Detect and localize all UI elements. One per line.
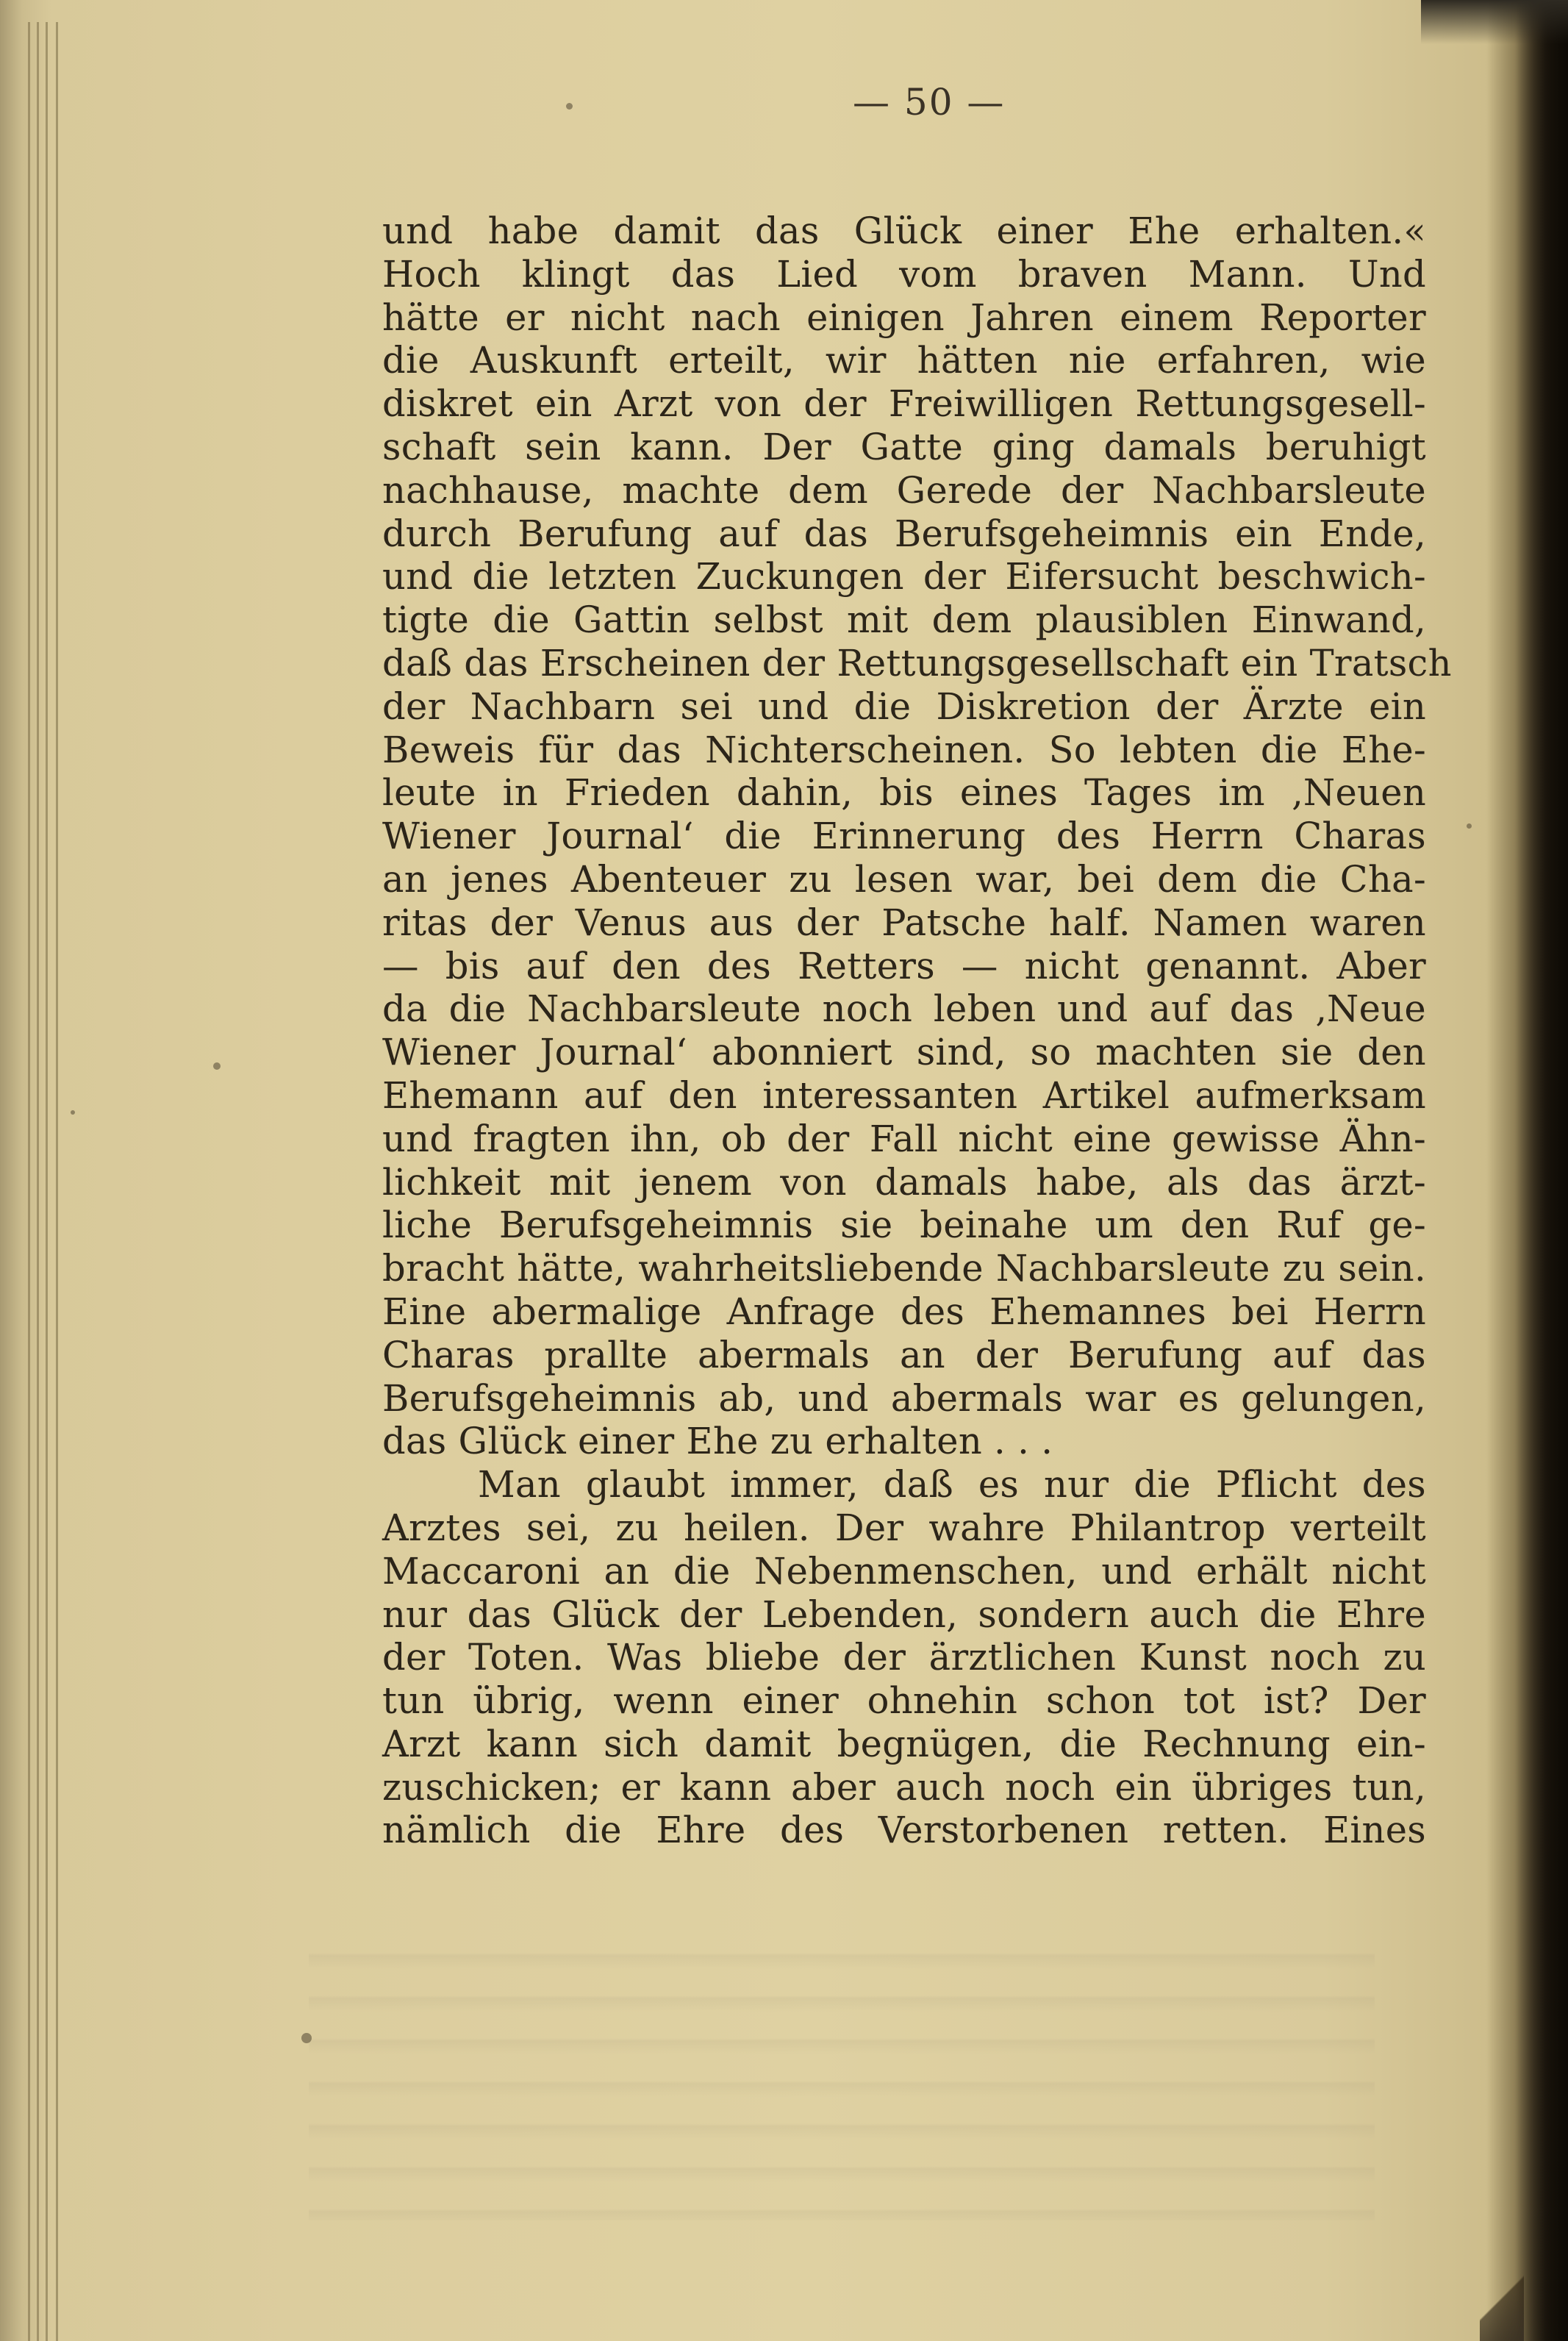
page-edge bbox=[37, 22, 39, 2341]
paper-speck bbox=[71, 1110, 75, 1115]
text-line: durch Berufung auf das Berufsgeheimnis ein Ende, bbox=[382, 512, 1426, 555]
text-line: liche Berufsgeheimnis sie beinahe um den Ruf ge- bbox=[382, 1204, 1426, 1247]
text-line: Arztes sei, zu heilen. Der wahre Philantrop verteilt bbox=[382, 1506, 1426, 1549]
text-line: Wiener Journal‘ die Erinnerung des Herrn Charas bbox=[382, 815, 1426, 858]
text-line: und fragten ihn, ob der Fall nicht eine gewisse Ähn- bbox=[382, 1117, 1426, 1160]
page-edge bbox=[46, 22, 48, 2341]
text-line: Man glaubt immer, daß es nur die Pflicht des bbox=[478, 1463, 1426, 1507]
text-line: der Toten. Was bliebe der ärztlichen Kunst noch zu bbox=[382, 1636, 1426, 1679]
text-line: da die Nachbarsleute noch leben und auf das ‚Neue bbox=[382, 987, 1426, 1031]
text-line: Ehemann auf den interessanten Artikel aufmerksam bbox=[382, 1073, 1426, 1117]
text-line: leute in Frieden dahin, bis eines Tages im ‚Neuen bbox=[382, 771, 1426, 815]
text-line: Eine abermalige Anfrage des Ehemannes bei Herrn bbox=[382, 1290, 1426, 1333]
text-line: an jenes Abenteuer zu lesen war, bei dem die Cha- bbox=[382, 857, 1426, 901]
text-line: Arzt kann sich damit begnügen, die Rechnung ein- bbox=[382, 1722, 1426, 1765]
text-line: lichkeit mit jenem von damals habe, als das ärzt- bbox=[382, 1160, 1426, 1204]
paper-speck bbox=[1467, 823, 1472, 829]
text-line: nur das Glück der Lebenden, sondern auch die Ehre bbox=[382, 1593, 1426, 1636]
book-binding-shadow bbox=[1487, 0, 1568, 2341]
page-edge bbox=[28, 22, 30, 2341]
text-line: Wiener Journal‘ abonniert sind, so machten sie den bbox=[382, 1031, 1426, 1074]
text-line: Charas prallte abermals an der Berufung auf das bbox=[382, 1333, 1426, 1376]
text-line: Maccaroni an die Nebenmenschen, und erhält nicht bbox=[382, 1549, 1426, 1593]
text-line: bracht hätte, wahrheitsliebende Nachbarsleute zu sein. bbox=[382, 1247, 1426, 1290]
text-line: nämlich die Ehre des Verstorbenen retten. Eines bbox=[382, 1809, 1426, 1852]
page-edge bbox=[56, 22, 58, 2341]
text-line: schaft sein kann. Der Gatte ging damals beruhigt bbox=[382, 425, 1426, 468]
paper-speck bbox=[301, 2033, 312, 2043]
text-line: der Nachbarn sei und die Diskretion der Ärzte ein bbox=[382, 685, 1426, 728]
text-line: das Glück einer Ehe zu erhalten . . . bbox=[382, 1420, 1053, 1463]
text-line: nachhause, machte dem Gerede der Nachbarsleute bbox=[382, 468, 1426, 512]
text-line: — bis auf den des Retters — nicht genannt. Aber bbox=[382, 944, 1426, 987]
text-line: tigte die Gattin selbst mit dem plausiblen Einwand, bbox=[382, 598, 1426, 642]
page-number: — 50 — bbox=[853, 81, 1006, 124]
text-line: diskret ein Arzt von der Freiwilligen Rettungsgesell- bbox=[382, 382, 1426, 426]
text-line: tun übrig, wenn einer ohnehin schon tot ist? Der bbox=[382, 1679, 1426, 1723]
text-line: und die letzten Zuckungen der Eifersucht beschwich- bbox=[382, 555, 1426, 598]
text-line: Beweis für das Nichterscheinen. So lebten die Ehe- bbox=[382, 728, 1426, 771]
bleed-through bbox=[309, 1926, 1375, 2220]
text-line: Berufsgeheimnis ab, und abermals war es gelungen, bbox=[382, 1376, 1426, 1420]
body-text bbox=[382, 210, 1452, 1852]
text-line: ritas der Venus aus der Patsche half. Namen waren bbox=[382, 901, 1426, 944]
paper-speck bbox=[213, 1062, 221, 1070]
page-corner bbox=[1480, 2253, 1524, 2341]
text-line: die Auskunft erteilt, wir hätten nie erfahren, wie bbox=[382, 339, 1426, 382]
text-line: daß das Erscheinen der Rettungsgesellschaft ein Tratsch bbox=[382, 641, 1452, 685]
text-line: Hoch klingt das Lied vom braven Mann. Und bbox=[382, 252, 1426, 296]
scanner-edge bbox=[1421, 0, 1568, 44]
text-line: hätte er nicht nach einigen Jahren einem Reporter bbox=[382, 296, 1426, 339]
text-line: und habe damit das Glück einer Ehe erhalten.« bbox=[382, 210, 1426, 252]
text-line: zuschicken; er kann aber auch noch ein übriges tun, bbox=[382, 1765, 1426, 1809]
